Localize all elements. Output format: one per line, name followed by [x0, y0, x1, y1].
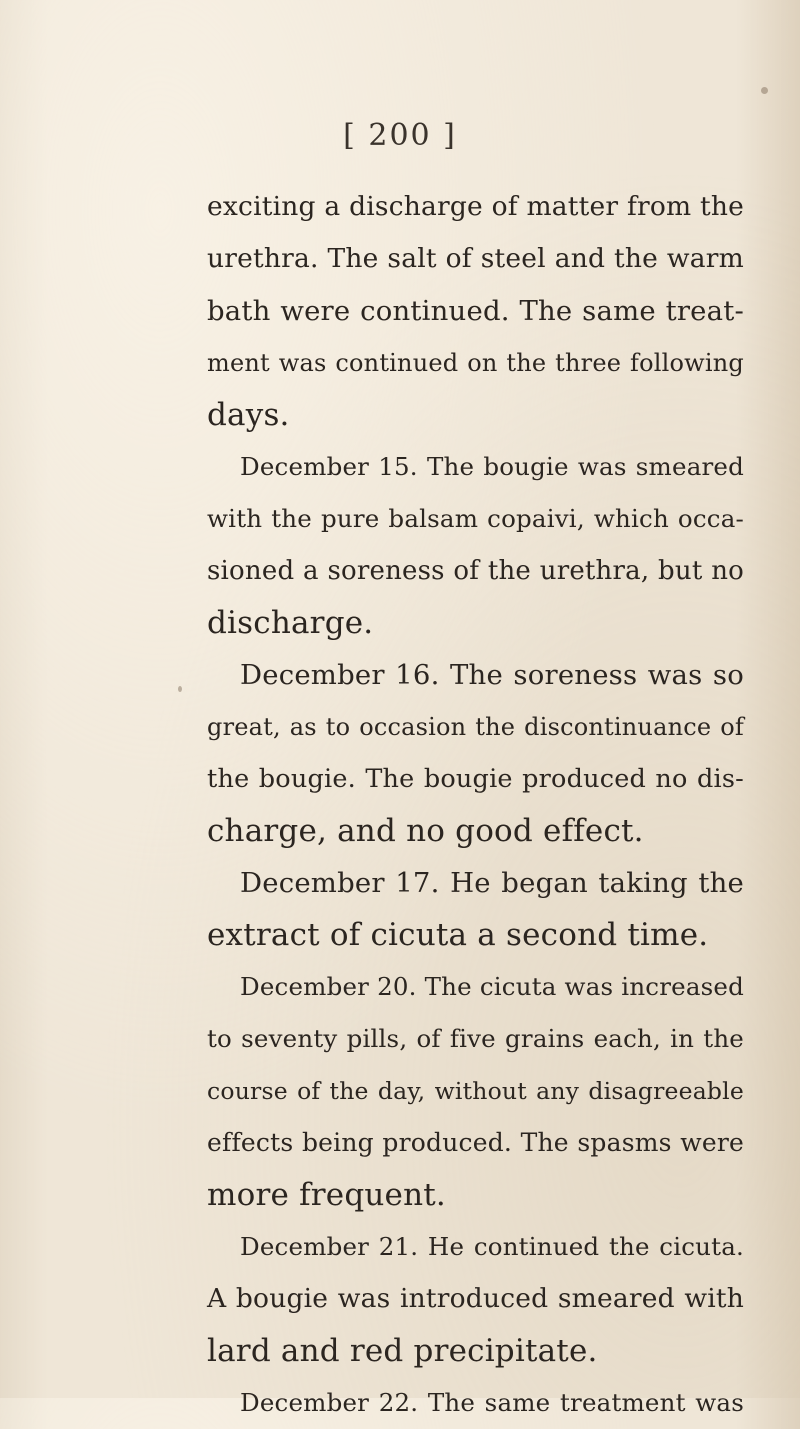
paper-blemish: [761, 87, 768, 94]
text-line: December 15. The bougie was smeared: [240, 452, 744, 481]
page-number: [ 200 ]: [343, 118, 457, 153]
text-line: A bougie was introduced smeared with: [207, 1283, 744, 1314]
text-line: discharge.: [207, 605, 374, 641]
text-line: ment was continued on the three following: [207, 349, 744, 377]
text-line: great, as to occasion the discontinuance of: [207, 713, 744, 741]
text-line: December 16. The soreness was so: [240, 659, 744, 691]
text-line: to seventy pills, of five grains each, in the: [207, 1024, 744, 1053]
text-line: urethra. The salt of steel and the warm: [207, 243, 744, 274]
body-text: [207, 181, 744, 1429]
text-line: extract of cicuta a second time.: [207, 917, 709, 953]
text-line: sioned a soreness of the urethra, but no: [207, 556, 744, 586]
text-line: effects being produced. The spasms were: [207, 1128, 744, 1157]
text-line: December 20. The cicuta was increased: [240, 972, 744, 1001]
text-line: bath were continued. The same treat-: [207, 295, 744, 327]
text-line: more frequent.: [207, 1177, 446, 1213]
text-line: with the pure balsam copaivi, which occa-: [207, 504, 744, 533]
text-line: charge, and no good effect.: [207, 813, 644, 849]
text-line: the bougie. The bougie produced no dis-: [207, 764, 744, 794]
text-line: December 22. The same treatment was: [240, 1388, 744, 1417]
text-line: lard and red precipitate.: [207, 1333, 598, 1369]
text-line: days.: [207, 397, 290, 433]
paper-blemish: [178, 686, 182, 692]
text-line: December 21. He continued the cicuta.: [240, 1232, 744, 1261]
text-line: course of the day, without any disagreeable: [207, 1077, 744, 1105]
text-line: exciting a discharge of matter from the: [207, 191, 744, 222]
text-line: December 17. He began taking the: [240, 867, 744, 899]
